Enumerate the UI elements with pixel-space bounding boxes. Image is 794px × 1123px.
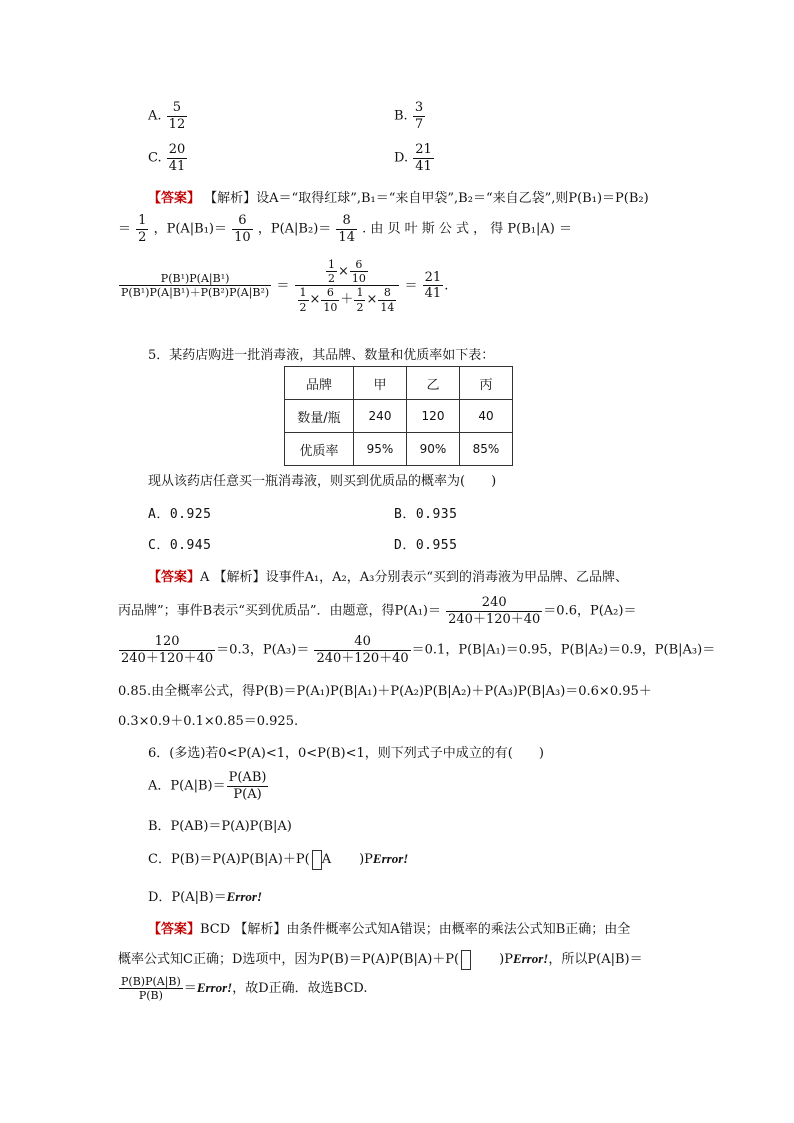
q5-stem: 5．某药店购进一批消毒液，其品牌、数量和优质率如下表： bbox=[148, 348, 495, 363]
table-row bbox=[285, 400, 513, 433]
q4-option-b-fraction: $\frac{3}{7}$ bbox=[414, 100, 424, 132]
q6-answer-line3: $\frac{P(B)P(A|B)}{P(B)}$ ＝Error!，故D正确．故选BCD. bbox=[121, 975, 368, 1003]
prob-a1-fraction: $\frac{240}{240+120+40}$ bbox=[448, 595, 541, 627]
q4-option-a-fraction: $\frac{5}{12}$ bbox=[168, 100, 186, 132]
table-cell: 85% bbox=[460, 433, 513, 466]
error-text: Error! bbox=[196, 980, 233, 996]
q6-answer-line1: 【答案】BCD 【解析】由条件概率公式知A错误；由概率的乘法公式知B正确；由全 bbox=[148, 922, 631, 937]
bayes-numeric-fraction: $\frac{1}{2}$ × $\frac{6}{10}$ $\frac{1}{2}$ × $\frac{6}{10}$ ＋ $\frac{1}{2}$ × $\frac{8}{14}$ bbox=[295, 258, 400, 314]
q4-option-d-fraction: $\frac{21}{41}$ bbox=[415, 142, 432, 174]
complement-bracket-icon bbox=[461, 950, 471, 970]
table-cell: 丙 bbox=[460, 367, 513, 400]
q6-stem: 6．(多选)若0<P(A)<1，0<P(B)<1，则下列式子中成立的有( ) bbox=[148, 746, 544, 761]
q4-option-a: A. $\frac{5}{12}$ bbox=[148, 100, 186, 132]
q5-question: 现从该药店任意买一瓶消毒液，则买到优质品的概率为( ) bbox=[148, 474, 497, 489]
table-header-row bbox=[285, 367, 513, 400]
table-cell: 95% bbox=[354, 433, 407, 466]
analysis-tag: 【解析】 bbox=[213, 570, 266, 585]
q6-option-b: B．P(AB)＝P(A)P(B|A) bbox=[148, 819, 292, 834]
q5-answer-line3: $\frac{120}{240+120+40}$ ＝0.3，P(A₃)＝ $\frac{40}{240+120+40}$ ＝0.1，P(B|A₁)＝0.95，P(B|A₂)＝0.9，P(B|A₃)＝ bbox=[121, 634, 716, 666]
q6-option-a-fraction: $\frac{P(AB)}{P(A)}$ bbox=[228, 770, 267, 802]
prob-a2-fraction: $\frac{120}{240+120+40}$ bbox=[121, 634, 214, 666]
analysis-tag: 【解析】 bbox=[204, 191, 257, 206]
answer-tag: 【答案】 bbox=[148, 570, 201, 585]
answer-tag: 【答案】 bbox=[148, 922, 201, 937]
error-text: Error! bbox=[226, 889, 263, 904]
q6-analysis-fraction: $\frac{P(B)P(A|B)}{P(B)}$ bbox=[121, 975, 181, 1003]
q5-answer-line1: 【答案】A 【解析】设事件A₁，A₂，A₃分别表示“买到的消毒液为甲品牌、乙品牌、 bbox=[148, 570, 629, 585]
complement-bracket-icon bbox=[312, 850, 322, 870]
table-cell: 120 bbox=[407, 400, 460, 433]
q4-answer-line2: ＝ $\frac{1}{2}$ ，P(A|B₁)＝ $\frac{6}{10}$ ，P(A|B₂)＝ $\frac{8}{14}$ . 由 贝 叶 斯 公 式 ， 得 P(B₁|A) ＝ bbox=[118, 213, 572, 245]
q6-option-c: C．P(B)＝P(A)P(B|A)＋P( A )PError! bbox=[148, 848, 408, 870]
table-cell: 数量/瓶 bbox=[285, 400, 354, 433]
prob-fraction-6-10: $\frac{6}{10}$ bbox=[234, 213, 251, 245]
table-cell: 乙 bbox=[407, 367, 460, 400]
table-cell: 品牌 bbox=[285, 367, 354, 400]
table-cell: 甲 bbox=[354, 367, 407, 400]
answer-tag: 【答案】 bbox=[148, 191, 201, 206]
q6-option-a: A．P(A|B)＝ $\frac{P(AB)}{P(A)}$ bbox=[148, 770, 267, 802]
q5-option-c: C．0.945 bbox=[148, 538, 212, 553]
q4-option-c: C. $\frac{20}{41}$ bbox=[148, 142, 186, 174]
analysis-tag: 【解析】 bbox=[234, 922, 287, 937]
bayes-result-fraction: $\frac{21}{41}$ bbox=[424, 269, 442, 302]
error-text: Error! bbox=[372, 851, 409, 866]
q5-option-a: A．0.925 bbox=[148, 507, 212, 522]
prob-fraction-8-14: $\frac{8}{14}$ bbox=[338, 213, 355, 245]
bayes-symbolic-fraction: $\frac{\text{P(B¹)P(A|B¹)}}{\text{P(B¹)P(A|B¹)＋P(B²)P(A|B²)}}$ bbox=[121, 272, 270, 300]
answer-value: A bbox=[200, 570, 210, 585]
q5-option-b: B．0.935 bbox=[394, 507, 458, 522]
q6-option-d: D．P(A|B)＝Error! bbox=[148, 889, 263, 905]
q5-answer-line4: 0.85.由全概率公式，得P(B)＝P(A₁)P(B|A₁)＋P(A₂)P(B|A₂)＋P(A₃)P(B|A₃)＝0.6×0.95＋ bbox=[118, 684, 652, 699]
table-cell: 优质率 bbox=[285, 433, 354, 466]
q4-bayes-formula: $\frac{\text{P(B¹)P(A|B¹)}}{\text{P(B¹)P(A|B¹)＋P(B²)P(A|B²)}}$ ＝ $\frac{1}{2}$ × $\frac{6}{10}$ $\frac{1}{2}$ × $\frac{6}{10}$ ＋ $\frac{1}{2}$ × $\frac{8}{14}$ ＝ $\frac{21}{41}$ . bbox=[121, 258, 449, 314]
q5-table bbox=[284, 366, 513, 466]
q5-answer-line5: 0.3×0.9＋0.1×0.85＝0.925. bbox=[118, 714, 299, 729]
half-fraction: $\frac{1}{2}$ bbox=[138, 213, 147, 245]
q5-option-d: D．0.955 bbox=[394, 538, 458, 553]
q4-answer-line1: 【答案】 【解析】设A＝“取得红球”,B₁＝“来自甲袋”,B₂＝“来自乙袋”,则P(B₁)＝P(B₂) bbox=[148, 191, 649, 206]
table-cell: 240 bbox=[354, 400, 407, 433]
error-text: Error! bbox=[512, 951, 549, 966]
q4-option-c-fraction: $\frac{20}{41}$ bbox=[168, 142, 186, 174]
q6-answer-line2: 概率公式知C正确；D选项中，因为P(B)＝P(A)P(B|A)＋P( )PError!，所以P(A|B)＝ bbox=[118, 948, 643, 970]
q4-option-b: B. $\frac{3}{7}$ bbox=[394, 100, 424, 132]
table-cell: 90% bbox=[407, 433, 460, 466]
table-cell: 40 bbox=[460, 400, 513, 433]
prob-a3-fraction: $\frac{40}{240+120+40}$ bbox=[316, 634, 409, 666]
q5-answer-line2: 丙品牌”；事件B表示“买到优质品”．由题意，得P(A₁)＝ $\frac{240}{240+120+40}$ ＝0.6，P(A₂)＝ bbox=[118, 595, 637, 627]
q4-option-d: D. $\frac{21}{41}$ bbox=[394, 142, 432, 174]
answer-value: BCD bbox=[200, 922, 231, 937]
table-row bbox=[285, 433, 513, 466]
